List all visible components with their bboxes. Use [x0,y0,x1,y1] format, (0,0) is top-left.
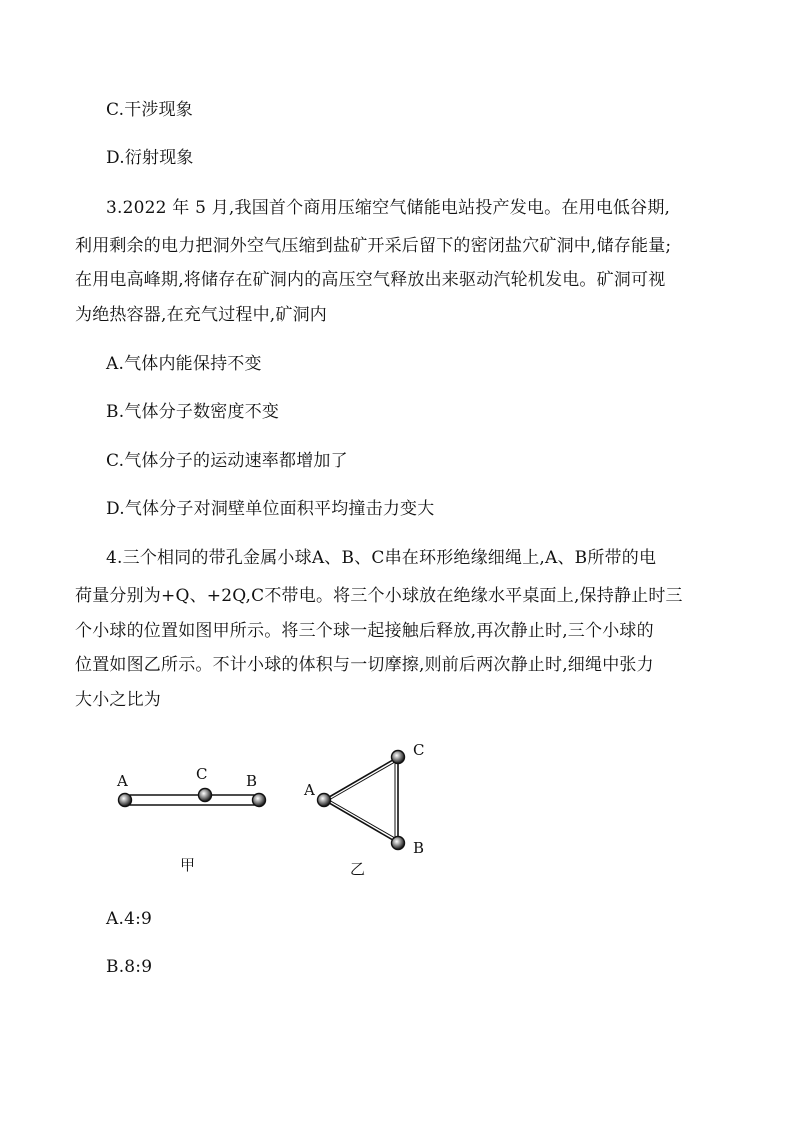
q3-option-c: C.气体分子的运动速率都增加了 [106,451,348,471]
jia-caption: 甲 [180,856,196,874]
q3-stem-line-1: 3.2022 年 5 月,我国首个商用压缩空气储能电站投产发电。在用电低谷期, [106,198,671,218]
yi-ball-a [318,794,331,807]
yi-string-triangle [324,757,398,843]
jia-string-loop [125,795,259,805]
yi-ball-c [392,751,405,764]
q2-option-d: D.衍射现象 [106,148,194,168]
jia-ball-c [199,789,212,802]
yi-label-a: A [304,781,315,799]
q3-option-b: B.气体分子数密度不变 [106,402,280,422]
jia-label-b: B [246,772,258,790]
q3-option-d: D.气体分子对洞壁单位面积平均撞击力变大 [106,499,435,519]
q4-stem-line-2: 荷量分别为+Q、+2Q,C不带电。将三个小球放在绝缘水平桌面上,保持静止时三 [75,586,683,606]
jia-ball-a [119,794,132,807]
q4-stem-line-5: 大小之比为 [75,690,161,710]
q4-stem-line-4: 位置如图乙所示。不计小球的体积与一切摩擦,则前后两次静止时,细绳中张力 [75,655,654,675]
yi-ball-b [392,837,405,850]
q3-option-a: A.气体内能保持不变 [106,354,262,374]
q3-stem-line-3: 在用电高峰期,将储存在矿洞内的高压空气释放出来驱动汽轮机发电。矿洞可视 [75,270,666,290]
q4-option-b: B.8:9 [106,957,153,977]
q4-stem-line-1: 4.三个相同的带孔金属小球A、B、C串在环形绝缘细绳上,A、B所带的电 [106,548,657,568]
yi-label-c: C [413,741,425,759]
jia-ball-b [253,794,266,807]
q3-stem-line-4: 为绝热容器,在充气过程中,矿洞内 [75,305,328,325]
yi-caption: 乙 [350,860,366,878]
q3-stem-line-2: 利用剩余的电力把洞外空气压缩到盐矿开采后留下的密闭盐穴矿洞中,储存能量; [75,236,672,256]
yi-string-inner [329,762,395,838]
q4-option-a: A.4:9 [106,909,153,929]
jia-label-c: C [196,765,208,783]
yi-label-b: B [413,839,425,857]
figure-yi [303,741,424,878]
jia-label-a: A [117,772,128,790]
q2-option-c: C.干涉现象 [106,100,194,120]
q4-stem-line-3: 个小球的位置如图甲所示。将三个球一起接触后释放,再次静止时,三个小球的 [75,621,654,641]
figure-jia [116,765,266,874]
q4-figure [100,732,440,882]
